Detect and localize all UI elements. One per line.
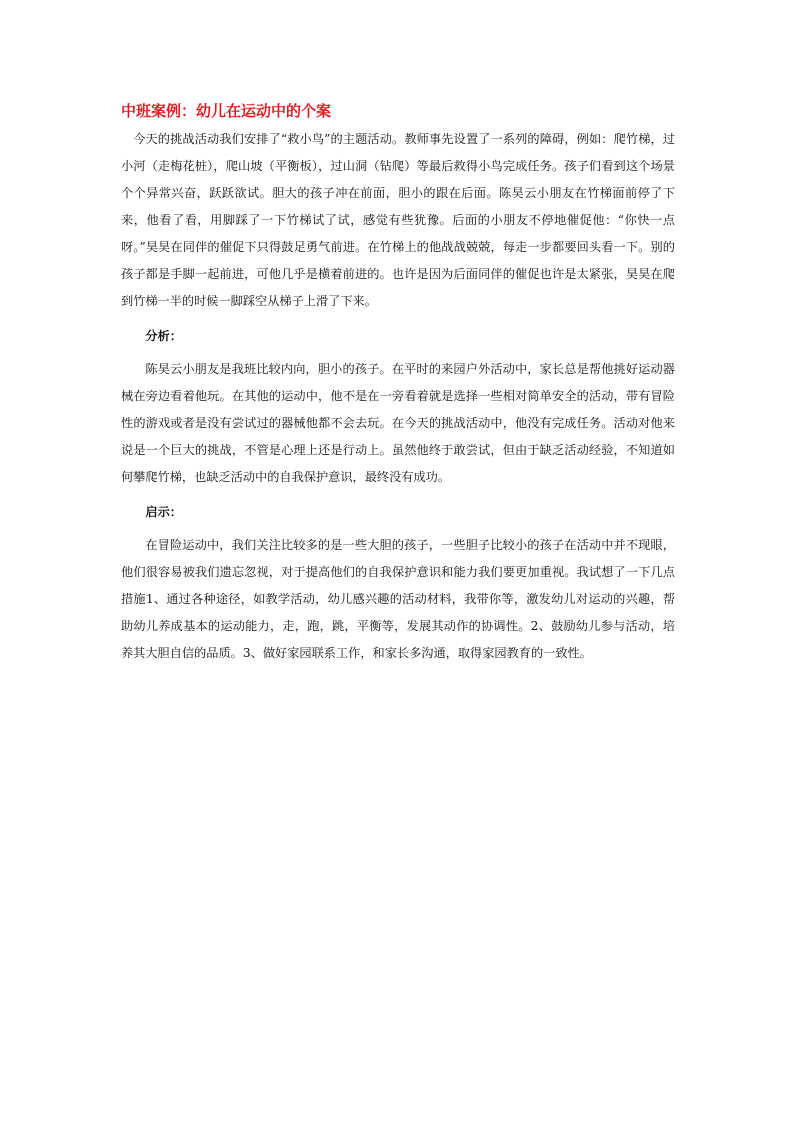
document-title: 中班案例：幼儿在运动中的个案 [121, 102, 332, 120]
analysis-paragraph: 陈昊云小朋友是我班比较内向，胆小的孩子。在平时的来园户外活动中，家长总是帮他挑好运动器械在旁边看着他玩。在其他的运动中，他不是在一旁看着就是选择一些相对简单安全的活动，带有冒险性的游戏或者是没有尝试过的器械他都不会去玩。在今天的挑战活动中，他没有完成任务。活动对他来说是一个巨大的挑战，不管是心理上还是行动上。虽然他终于敢尝试，但由于缺乏活动经验，不知道如何攀爬竹梯，也缺乏活动中的自我保护意识，最终没有成功。 [121, 362, 675, 484]
insight-heading: 启示： [145, 505, 182, 519]
analysis-heading: 分析： [145, 329, 182, 343]
document-page [121, 100, 675, 667]
insight-paragraph [121, 532, 675, 667]
insight-intro-text: 在冒险运动中，我们关注比较多的是一些大胆的孩子，一些胆子比较小的孩子在活动中并不现眼，他们很容易被我们遗忘忽视，对于提高他们的自我保护意识和能力我们要更加重视。我试想了一下几点措施 [121, 538, 675, 606]
insight-measures-text: 1、通过各种途径，如教学活动，幼儿感兴趣的活动材料，我带你等，激发幼儿对运动的兴趣，帮助幼儿养成基本的运动能力，走，跑，跳，平衡等，发展其动作的协调性。2、鼓励幼儿参与活动，培养其大胆自信的品质。3、做好家园联系工作，和家长多沟通，取得家园教育的一致性。 [121, 592, 676, 660]
intro-paragraph: 今天的挑战活动我们安排了“救小鸟”的主题活动。教师事先设置了一系列的障碍，例如：爬竹梯，过小河（走梅花桩），爬山坡（平衡板），过山洞（钻爬）等最后救得小鸟完成任务。孩子们看到这个场景个个异常兴奋，跃跃欲试。胆大的孩子冲在前面，胆小的跟在后面。陈昊云小朋友在竹梯面前停了下来，他看了看，用脚踩了一下竹梯试了试，感觉有些犹豫。后面的小朋友不停地催促他：“你快一点呀。”昊昊在同伴的催促下只得鼓足勇气前进。在竹梯上的他战战兢兢，每走一步都要回头看一下。别的孩子都是手脚一起前进，可他几乎是横着前进的。也许是因为后面同伴的催促也许是太紧张，昊昊在爬到竹梯一半的时候一脚踩空从梯子上滑了下来。 [121, 132, 675, 308]
